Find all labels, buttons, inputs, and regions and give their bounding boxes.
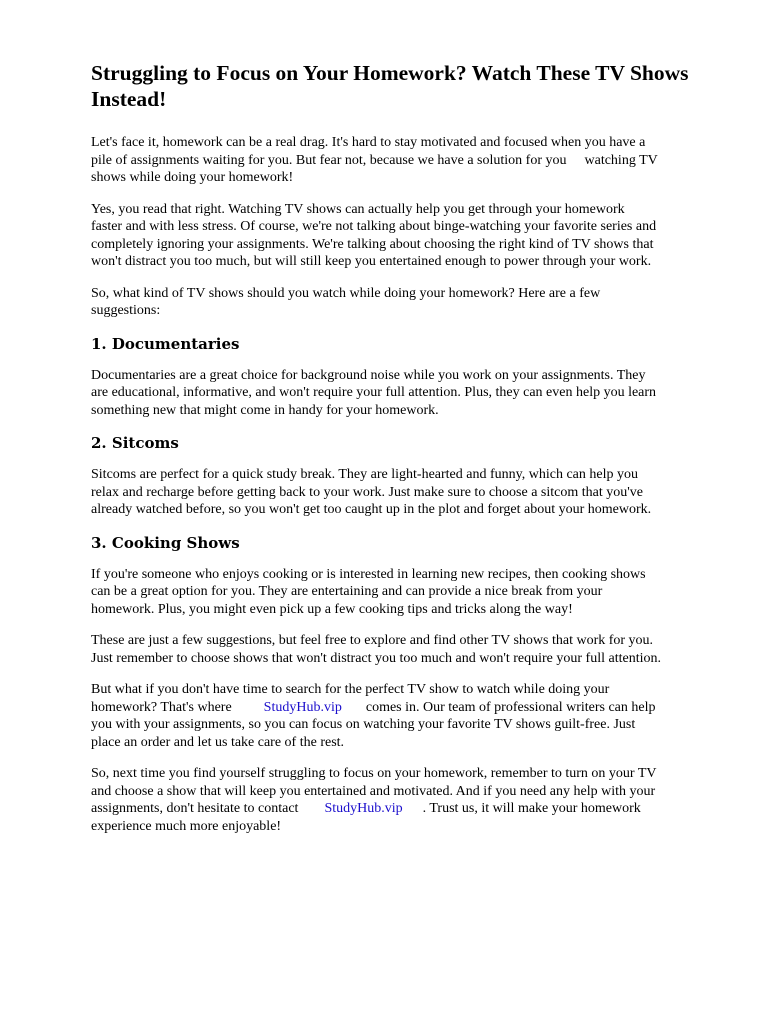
paragraph-sitcoms: Sitcoms are perfect for a quick study break. They are light-hearted and funny, which can help you relax and recharge before getting back to your work. Just make sure to choose a sitcom that you've already watched before, so you won't get too caught up in the plot and forget about your homework. [91, 467, 652, 517]
paragraph-studyhub-promo [91, 681, 731, 751]
paragraph-explore: These are just a few suggestions, but feel free to explore and find other TV shows that work for you. Just remember to choose shows that won't distract you too much and won't require your full attention. [91, 633, 661, 666]
closing-text-end: . Trust us, it will make your homework experience much more enjoyable! [91, 801, 641, 834]
paragraph-read-that-right: Yes, you read that right. Watching TV shows can actually help you get through your homework faster and with less stress. Of course, we're not talking about binge-watching your favorite series and completely ignoring your assignments. We're talking about choosing the right kind of TV shows that won't distract you too much, but will still keep you entertained enough to power through your work. [91, 201, 657, 269]
intro-text-start: Let's face it, homework can be a real drag. It's hard to stay motivated and focused when you have a pile of assignments waiting for you. But fear not, because we have a solution for you [91, 135, 646, 168]
heading-documentaries: 1. Documentaries [91, 334, 240, 353]
paragraph-cooking-shows: If you're someone who enjoys cooking or is interested in learning new recipes, then cooking shows can be a great option for you. They are entertaining and can provide a nice break from your homework. Plus, you might even pick up a few cooking tips and tricks along the way! [91, 566, 646, 617]
paragraph-closing [91, 765, 731, 835]
promo-text-start: But what if you don't have time to search for the perfect TV show to watch while doing your homework? That's where [91, 682, 610, 715]
promo-text-end: comes in. Our team of professional writers can help you with your assignments, so you can focus on watching your favorite TV shows guilt-free. Just place an order and let us take care of the rest. [91, 699, 656, 750]
heading-cooking-shows: 3. Cooking Shows [91, 533, 240, 552]
heading-sitcoms: 2. Sitcoms [91, 434, 179, 452]
studyhub-link[interactable]: StudyHub.vip [263, 699, 342, 715]
closing-text-start: So, next time you find yourself struggling to focus on your homework, remember to turn on your TV and choose a show that will keep you entertained and motivated. And if you need any help with your assignments, don't hesitate to contact [91, 766, 657, 816]
intro-paragraph [91, 134, 731, 187]
paragraph-suggestions-intro: So, what kind of TV shows should you watch while doing your homework? Here are a few suggestions: [91, 285, 601, 318]
page-title: Struggling to Focus on Your Homework? Watch These TV Shows Instead! [91, 61, 689, 111]
intro-text-end: watching TV shows while doing your homework! [91, 152, 658, 185]
paragraph-documentaries: Documentaries are a great choice for background noise while you work on your assignments. They are educational, informative, and won't require your full attention. Plus, they can even help you learn something new that might come in handy for your homework. [91, 367, 657, 418]
studyhub-link-contact[interactable]: StudyHub.vip [324, 801, 403, 816]
